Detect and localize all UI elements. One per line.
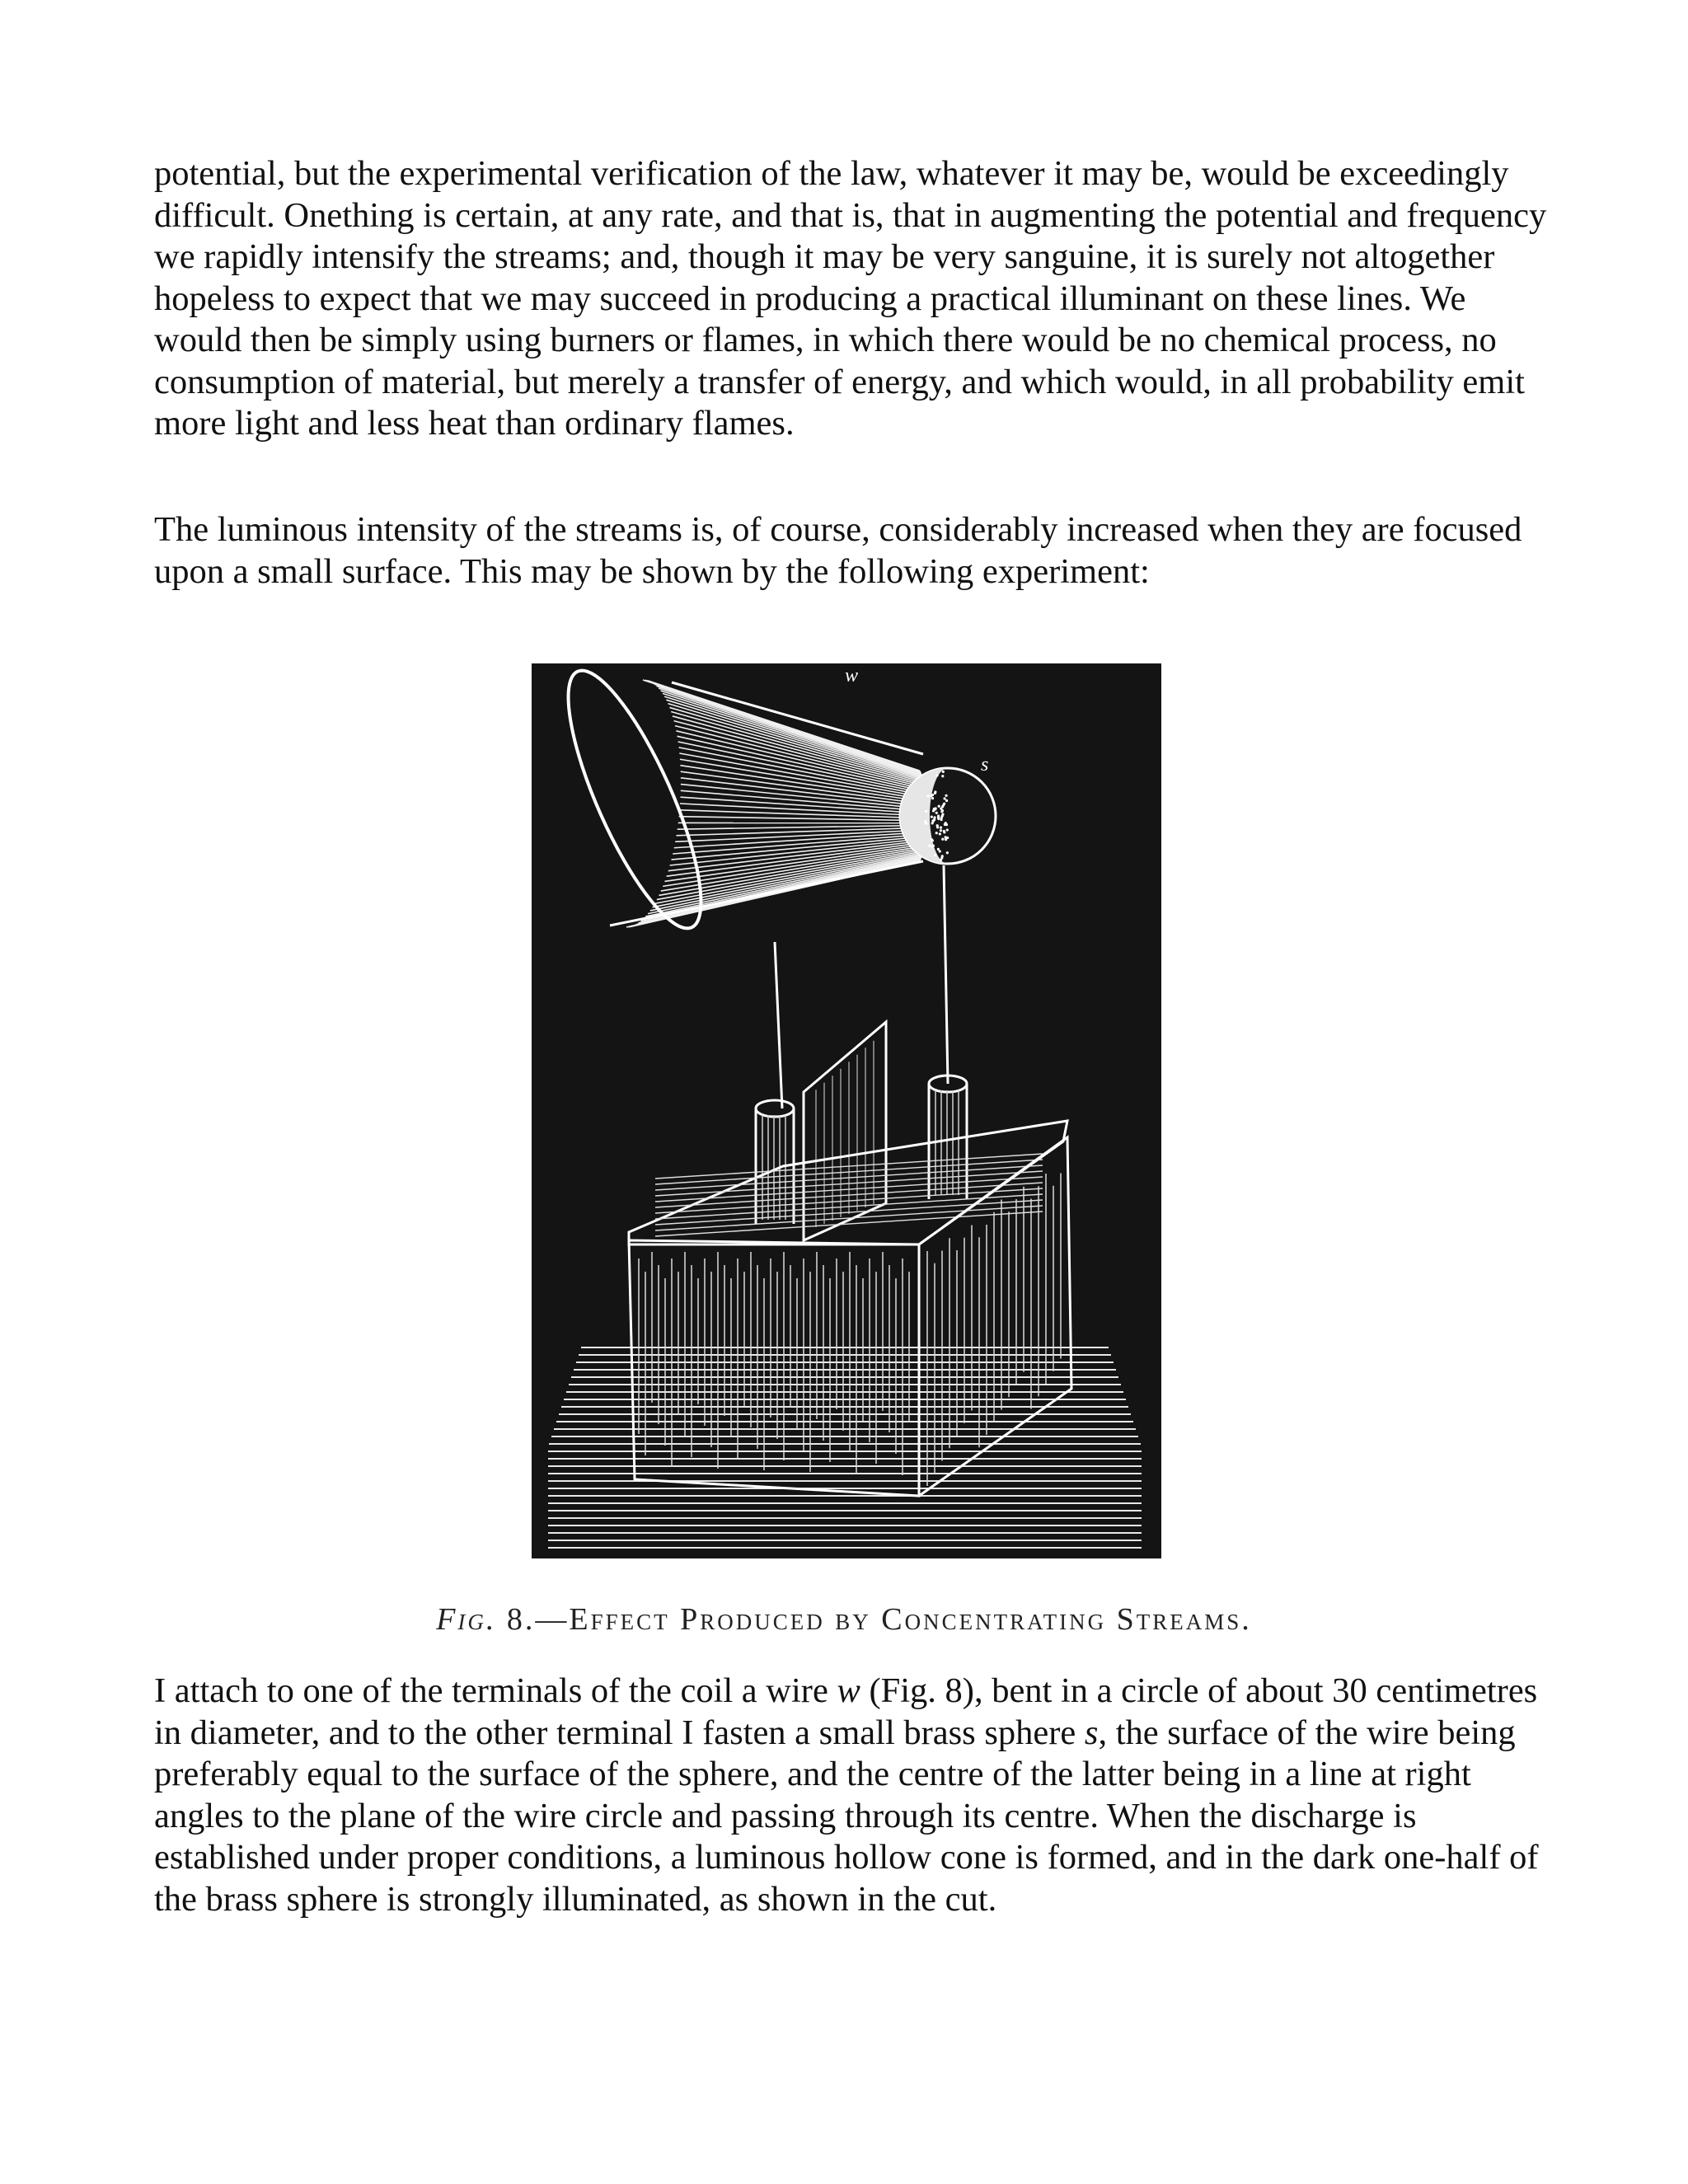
figure-caption-fig: Fig. (436, 1602, 497, 1637)
paragraph-3-part-1: I attach to one of the terminals of the coil a wire (154, 1671, 837, 1710)
symbol-w: w (837, 1671, 860, 1710)
figure-caption (0, 1601, 1688, 1638)
paragraph-2 (154, 509, 1547, 593)
wire-stem-right (944, 865, 948, 1084)
ground-hatching (548, 1347, 1142, 1548)
figure-caption-text: 8.—Effect Produced by Concentrating Streams. (496, 1602, 1252, 1637)
cone-streams (626, 680, 926, 927)
paragraph-3 (154, 1671, 1547, 1920)
paragraph-3-part-3: , the surface of the wire being preferably equal to the surface of the sphere, and the centre of the latter being in a line at right angles to the plane of the wire circle and passing through its centre. When the discharge is established under proper conditions, a luminous hollow cone is formed, and in the dark one-half of the brass sphere is strongly illuminated, as shown in the cut. (154, 1713, 1539, 1919)
paragraph-3-text (154, 1671, 1547, 1920)
label-w: w (845, 665, 859, 687)
paragraph-2-text: The luminous intensity of the streams is, of course, considerably increased when they are focused upon a small surface. This may be shown by the following experiment: (154, 510, 1522, 591)
paragraph-1-text: potential, but the experimental verification of the law, whatever it may be, would be exceedingly difficult. Onething is certain, at any rate, and that is, that in augmenting the potential and frequency we rapidly intensify the streams; and, though it may be very sanguine, it is surely not altogether hopeless to expect that we may succeed in producing a practical illuminant on these lines. We would then be simply using burners or flames, in which there would be no chemical process, no consumption of material, but merely a transfer of energy, and which would, in all probability emit more light and less heat than ordinary flames. (154, 154, 1547, 443)
figure-8-illustration (532, 663, 1161, 1558)
box-front-shading (639, 1252, 909, 1475)
label-s: s (981, 754, 989, 776)
paragraph-3-part-2: (Fig. 8), bent in a circle of about 30 centimetres in diameter, and to the other terminal I fasten a small brass sphere (154, 1671, 1538, 1752)
box-front (629, 1240, 919, 1496)
symbol-s: s (1084, 1713, 1099, 1752)
paragraph-1 (154, 153, 1547, 445)
box-side-shading (927, 1174, 1061, 1487)
wire-stem-left (775, 942, 782, 1108)
